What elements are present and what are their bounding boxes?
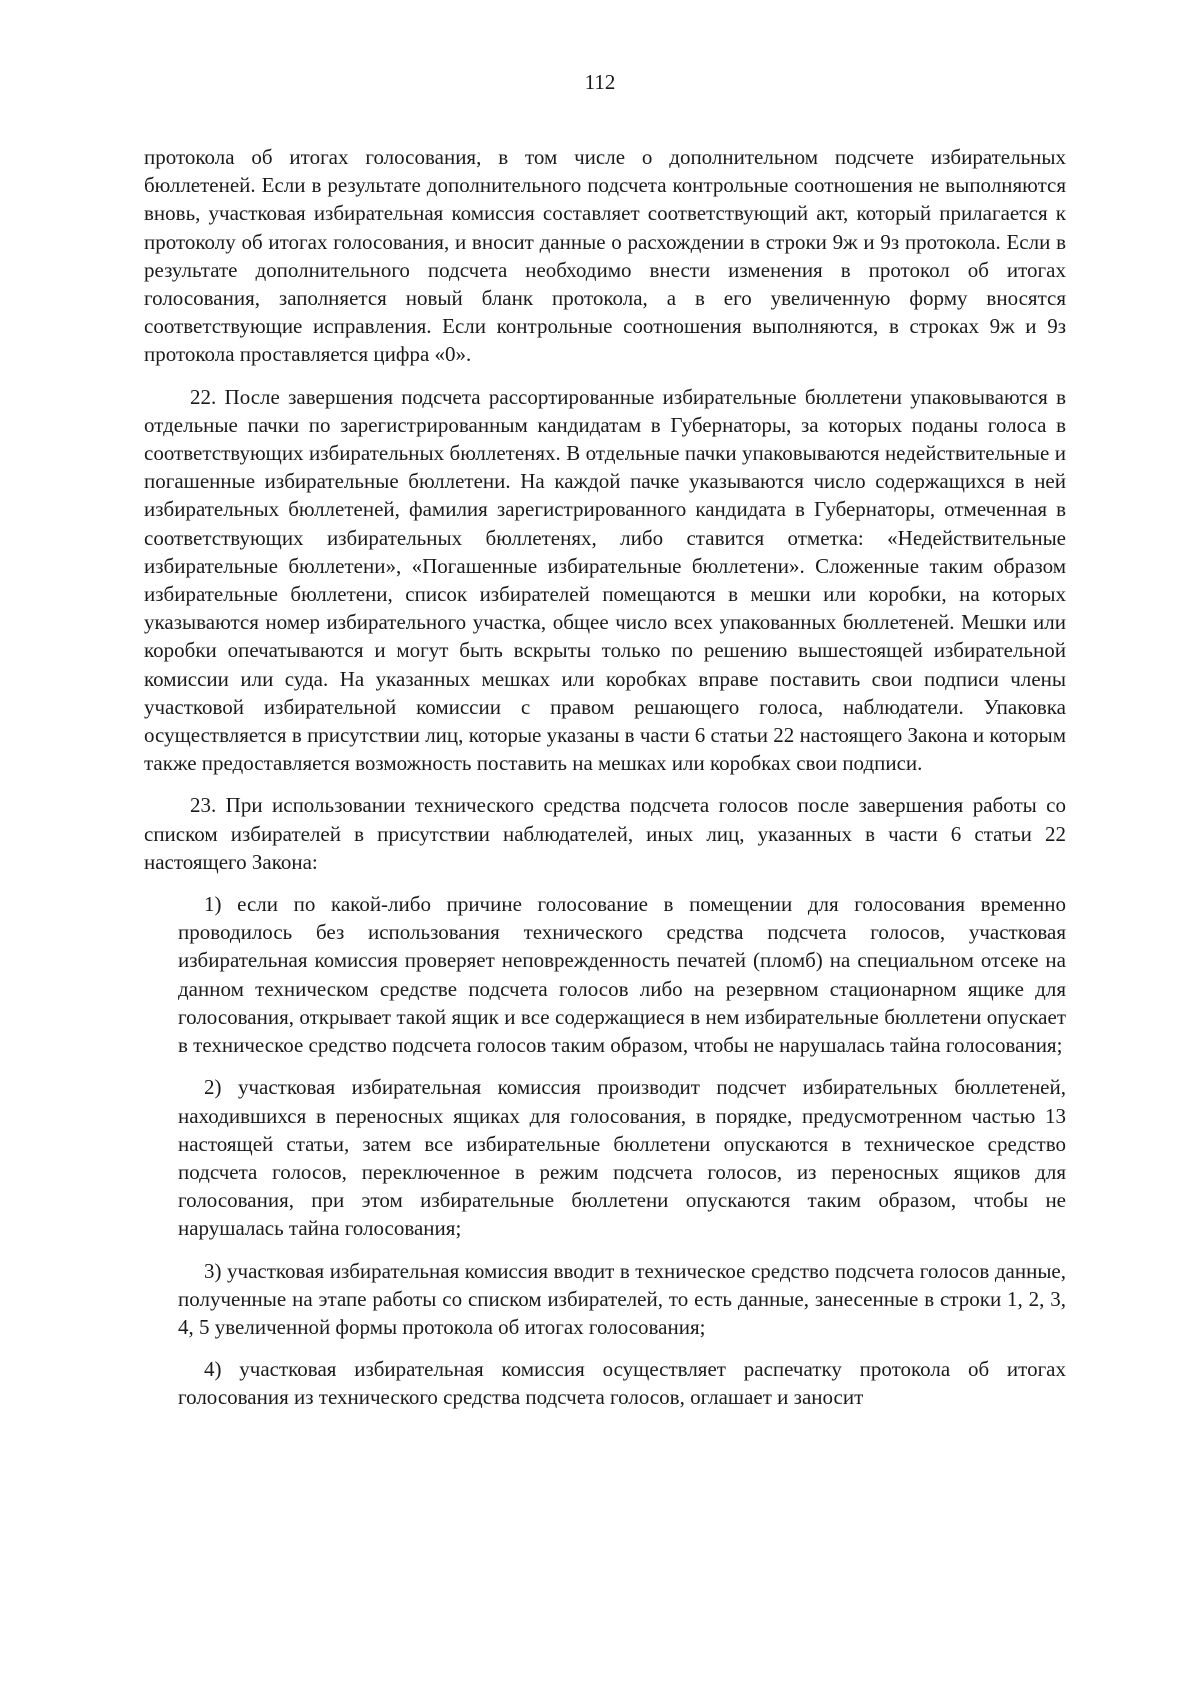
subitem-1: 1) если по какой-либо причине голосование в помещении для голосования временно проводилось без использования технического средства подсчета голосов, участковая избирательная комиссия проверяет неповрежденность печатей (пломб) на специальном отсеке на данном техническом средстве подсчета голосов либо на резервном стационарном ящике для голосования, открывает такой ящик и все содержащиеся в нем избирательные бюллетени опускает в техническое средство подсчета голосов таким образом, чтобы не нарушалась тайна голосования; bbox=[178, 892, 1066, 1058]
document-body bbox=[144, 143, 1066, 1426]
subitem-2: 2) участковая избирательная комиссия производит подсчет избирательных бюллетеней, находившихся в переносных ящиках для голосования, в порядке, предусмотренном частью 13 настоящей статьи, затем все избирательные бюллетени опускаются в техническое средство подсчета голосов, переключенное в режим подсчета голосов, из переносных ящиков для голосования, при этом избирательные бюллетени опускаются таким образом, чтобы не нарушалась тайна голосования; bbox=[178, 1075, 1066, 1241]
paragraph-item-23: 23. При использовании технического средства подсчета голосов после завершения работы со списком избирателей в присутствии наблюдателей, иных лиц, указанных в части 6 статьи 22 настоящего Закона: bbox=[144, 793, 1066, 874]
subitem-3: 3) участковая избирательная комиссия вводит в техническое средство подсчета голосов данные, полученные на этапе работы со списком избирателей, то есть данные, занесенные в строки 1, 2, 3, 4, 5 увеличенной формы протокола об итогах голосования; bbox=[178, 1258, 1066, 1339]
subitem-4: 4) участковая избирательная комиссия осуществляет распечатку протокола об итогах голосования из технического средства подсчета голосов, оглашает и заносит bbox=[178, 1357, 1066, 1410]
paragraph-item-22: 22. После завершения подсчета рассортированные избирательные бюллетени упаковываются в отдельные пачки по зарегистрированным кандидатам в Губернаторы, за которых поданы голоса в соответствующих избирательных бюллетенях. В отдельные пачки упаковываются недействительные и погашенные избирательные бюллетени. На каждой пачке указываются число содержащихся в ней избирательных бюллетеней, фамилия зарегистрированного кандидата в Губернаторы, отмеченная в соответствующих избирательных бюллетенях, либо ставится отметка: «Недействительные избирательные бюллетени», «Погашенные избирательные бюллетени». Сложенные таким образом избирательные бюллетени, список избирателей помещаются в мешки или коробки, на которых указываются номер избирательного участка, общее число всех упакованных бюллетеней. Мешки или коробки опечатываются и могут быть вскрыты только по решению вышестоящей избирательной комиссии или суда. На указанных мешках или коробках вправе поставить свои подписи члены участковой избирательной комиссии с правом решающего голоса, наблюдатели. Упаковка осуществляется в присутствии лиц, которые указаны в части 6 статьи 22 настоящего Закона и которым также предоставляется возможность поставить на мешках или коробках свои подписи. bbox=[144, 384, 1066, 776]
page-number: 112 bbox=[584, 70, 616, 94]
paragraph-continuation: протокола об итогах голосования, в том числе о дополнительном подсчете избирательных бюллетеней. Если в результате дополнительного подсчета контрольные соотношения не выполняются вновь, участковая избирательная комиссия составляет соответствующий акт, который прилагается к протоколу об итогах голосования, и вносит данные о расхождении в строки 9ж и 9з протокола. Если в результате дополнительного подсчета необходимо внести изменения в протокол об итогах голосования, заполняется новый бланк протокола, а в его увеличенную форму вносятся соответствующие исправления. Если контрольные соотношения выполняются, в строках 9ж и 9з протокола проставляется цифра «0». bbox=[144, 145, 1066, 367]
